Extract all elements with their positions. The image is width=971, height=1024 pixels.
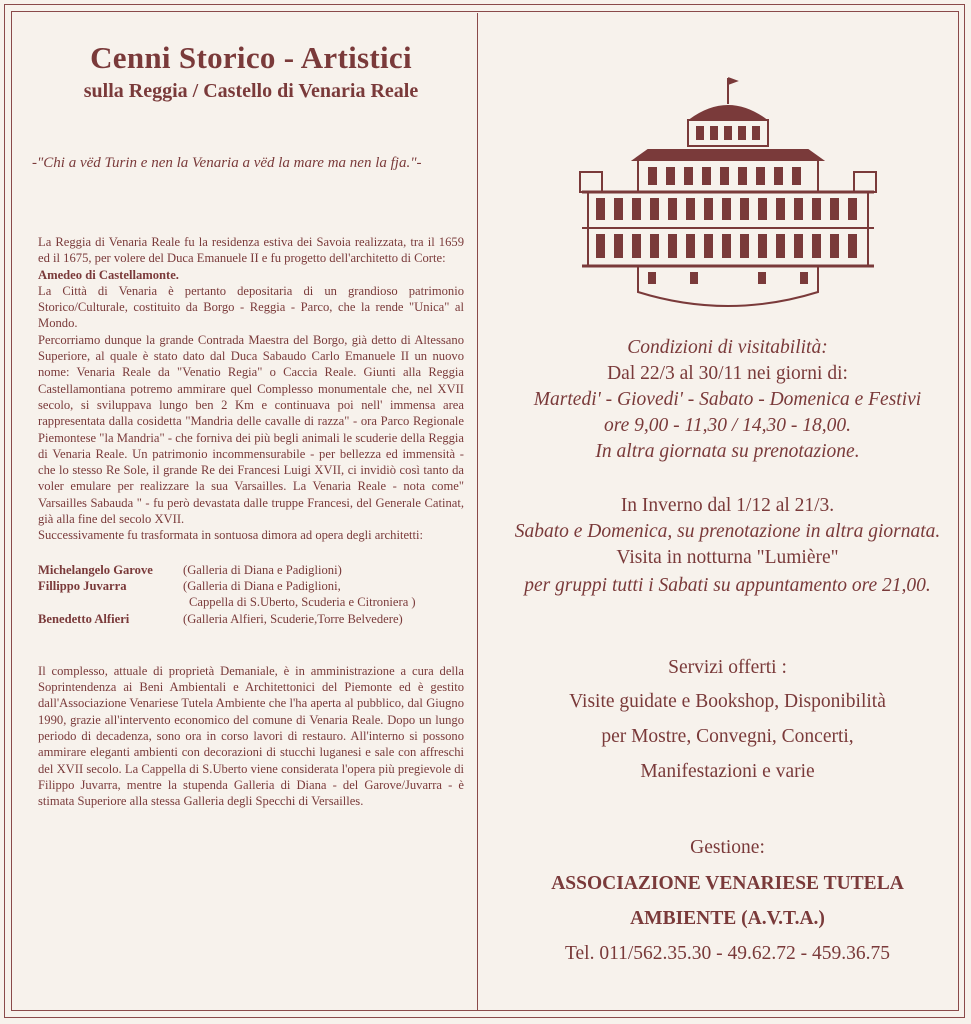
page-subtitle: sulla Reggia / Castello di Venaria Reale <box>83 80 419 102</box>
architects-list <box>38 562 464 627</box>
center-fold-line <box>477 13 478 1010</box>
winter-days: Sabato e Domenica, su prenotazione in altra giornata. <box>514 521 941 542</box>
services-line-2: per Mostre, Convegni, Concerti, <box>601 726 854 747</box>
management-name-line-2: AMBIENTE (A.V.T.A.) <box>630 908 825 929</box>
paragraph-current-state: Il complesso, attuale di proprietà Demaniale, è in amministrazione a cura della Soprintendenza ai Beni Ambientali e Architettonici del Piemonte ed è gestito dall'Associazione Venariese Tutela Ambiente che l'ha aperta al pubblico, dal Giugno 1990, grazie all'intervento economico del comune di Venaria Reale. Dopo un lungo periodo di decadenza, sono ora in corso lavori di restauro. All'interno si possono ammirare eleganti ambienti con decorazioni di stucchi luganesi e sale con affreschi del XVII secolo. La Cappella di S.Uberto viene considerata l'opera più pregievole di Filippo Juvarra, mentre la stupenda Galleria di Diana - del Garove/Juvarra - è stimata Superiore alla stessa Galleria degli Specchi di Versailles. <box>38 663 464 809</box>
winter-period: In Inverno dal 1/12 al 21/3. <box>620 495 835 516</box>
architect-works-continued: Cappella di S.Uberto, Scuderia e Citroniera ) <box>189 595 416 610</box>
architect-works: (Galleria di Diana e Padiglioni) <box>183 562 342 577</box>
night-visit: Visita in notturna "Lumière" <box>616 547 839 568</box>
conditions-days: Martedi' - Giovedi' - Sabato - Domenica e Festivi <box>533 389 922 410</box>
history-text <box>38 234 464 544</box>
conditions-title: Condizioni di visitabilità: <box>627 337 828 358</box>
architect-works: (Galleria di Diana e Padiglioni, <box>183 578 341 593</box>
paragraph-heritage: La Città di Venaria è pertanto depositaria di un grandioso patrimonio Storico/Culturale, costituito da Borgo - Reggia - Parco, che la rende "Unica" al Mondo. <box>38 283 464 331</box>
history-panel <box>32 40 464 810</box>
conditions-reservation: In altra giornata su prenotazione. <box>595 441 860 462</box>
architect-name: Michelangelo Garove <box>38 562 153 577</box>
paragraph-transformation: Successivamente fu trasformata in sontuosa dimora ad opera degli architetti: <box>38 528 424 543</box>
dialect-motto: -"Chi a vëd Turin e nen la Venaria a vëd la mare ma nen la fja."- <box>32 155 422 171</box>
list-item <box>38 562 464 578</box>
management-title: Gestione: <box>690 837 765 858</box>
conditions-period: Dal 22/3 al 30/11 nei giorni di: <box>607 363 848 384</box>
list-item <box>38 578 464 594</box>
phone-numbers: Tel. 011/562.35.30 - 49.62.72 - 459.36.75 <box>564 943 891 964</box>
services-title: Servizi offerti : <box>668 657 787 678</box>
architect-works: (Galleria Alfieri, Scuderie,Torre Belvedere) <box>183 611 403 626</box>
conditions-hours: ore 9,00 - 11,30 / 14,30 - 18,00. <box>604 415 851 436</box>
architect-castellamonte: Amedeo di Castellamonte. <box>38 267 179 282</box>
list-item <box>38 611 464 627</box>
services-line-1: Visite guidate e Bookshop, Disponibilità <box>569 691 886 712</box>
page-title: Cenni Storico - Artistici <box>90 40 412 75</box>
services-line-3: Manifestazioni e varie <box>640 761 815 782</box>
architect-name: Fillippo Juvarra <box>38 578 127 593</box>
architect-name: Benedetto Alfieri <box>38 611 130 626</box>
palace-illustration <box>578 70 878 310</box>
night-visit-groups: per gruppi tutti i Sabati su appuntamento ore 21,00. <box>524 575 931 596</box>
paragraph-history: Percorriamo dunque la grande Contrada Maestra del Borgo, già detto di Altessano Superiore, al quale è stato dato dal Duca Sabaudo Carlo Emanuele II un nuovo nome: Venaria Reale da "Venatio Regia" o Caccia Reale. Giunti alla Reggia Castellamontiana potremo ammirare quel Complesso monumentale che, nel XVII secolo, si sviluppava lungo ben 2 Km e continuava poi nell' immensa area rappresentata dalla cosidetta "Mandria delle cavalle di razza" - ora Parco Regionale Piemontese "la Mandria" - che forniva dei più begli animali le scuderie della Reggia di Venaria Reale. Un patrimonio incommensurabile - per bellezza ed immensità - che lo stesso Re Sole, il grande Re dei Francesi Luigi XVII, ci invidiò così tanto da voler emulare per realizzare la sua Varsailles. La Venaria Reale - nota come" Varsailles Sabauda " - fu però devastata dalle truppe Francesi, del Generale Catinat, già alla fine del secolo XVII. <box>38 332 464 527</box>
paragraph-intro: La Reggia di Venaria Reale fu la residenza estiva dei Savoia realizzata, tra il 1659 ed il 1675, per volere del Duca Emanuele II e fu progetto dell'architetto di Corte: <box>38 235 464 266</box>
management-name-line-1: ASSOCIAZIONE VENARIESE TUTELA <box>551 873 904 894</box>
